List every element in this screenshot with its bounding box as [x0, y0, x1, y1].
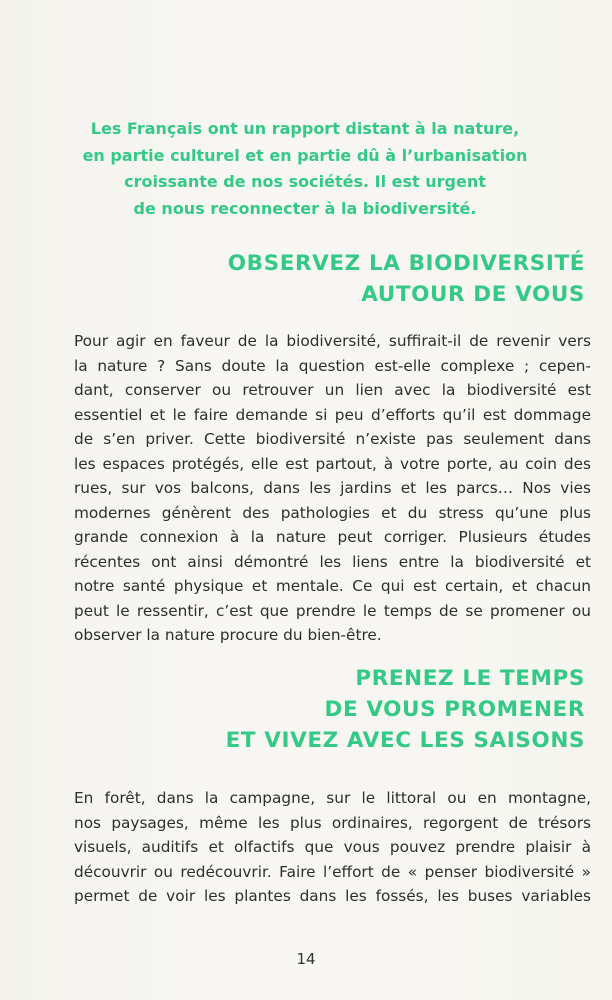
paragraph-line: essentiel et le faire demande si peu d’efforts qu’il est dommage	[74, 405, 591, 424]
paragraph-line: découvrir ou redécouvrir. Faire l’effort de « penser biodiversité »	[74, 862, 591, 881]
page-number: 14	[296, 950, 316, 968]
paragraph-line: nos paysages, même les plus ordinaires, regorgent de trésors	[74, 813, 591, 832]
paragraph-line: rues, sur vos balcons, dans les jardins et les parcs… Nos vies	[74, 479, 591, 497]
paragraph-line: permet de voir les plantes dans les fossés, les buses variables	[74, 887, 591, 905]
section-paragraph-observe	[74, 329, 591, 648]
heading-line: ET VIVEZ AVEC LES SAISONS	[225, 728, 585, 753]
section-heading-observe	[228, 248, 585, 310]
intro-line: croissante de nos sociétés. Il est urgent	[124, 172, 486, 191]
intro-line: en partie culturel et en partie dû à l’urbanisation	[82, 145, 528, 165]
intro-text	[60, 116, 550, 222]
paragraph-line: En forêt, dans la campagne, sur le littoral ou en montagne,	[74, 789, 591, 807]
paragraph-line: de s’en priver. Cette biodiversité n’existe pas seulement dans	[74, 430, 591, 448]
paragraph-line: dant, conserver ou retrouver un lien avec la biodiversité est	[74, 381, 591, 399]
heading-line: OBSERVEZ LA BIODIVERSITÉ	[227, 251, 585, 276]
paragraph-line: la nature ? Sans doute la question est-elle complexe ; cepen-	[74, 356, 591, 375]
paragraph-line: grande connexion à la nature peut corriger. Plusieurs études	[74, 528, 591, 546]
paragraph-line: Pour agir en faveur de la biodiversité, suffirait-il de revenir vers	[74, 332, 591, 350]
paragraph-line: peut le ressentir, c’est que prendre le temps de se promener ou	[74, 601, 591, 620]
paragraph-line: récentes ont ainsi démontré les liens entre la biodiversité et	[74, 552, 591, 571]
heading-line: AUTOUR DE VOUS	[361, 282, 585, 307]
section-heading-walk	[226, 663, 585, 756]
section-paragraph-walk	[74, 786, 591, 909]
paragraph-line: observer la nature procure du bien-être.	[74, 626, 382, 644]
intro-line: Les Français ont un rapport distant à la nature,	[90, 119, 520, 138]
paragraph-line: les espaces protégés, elle est partout, à votre porte, au coin des	[74, 454, 591, 473]
paragraph-line: visuels, auditifs et olfactifs que vous pouvez prendre plaisir à	[74, 838, 591, 856]
heading-line: DE VOUS PROMENER	[324, 697, 585, 722]
heading-line: PRENEZ LE TEMPS	[355, 666, 585, 691]
intro-line: de nous reconnecter à la biodiversité.	[133, 198, 477, 218]
paragraph-line: modernes génèrent des pathologies et du stress qu’une plus	[74, 503, 591, 522]
paragraph-line: notre santé physique et mentale. Ce qui est certain, et chacun	[74, 577, 591, 595]
